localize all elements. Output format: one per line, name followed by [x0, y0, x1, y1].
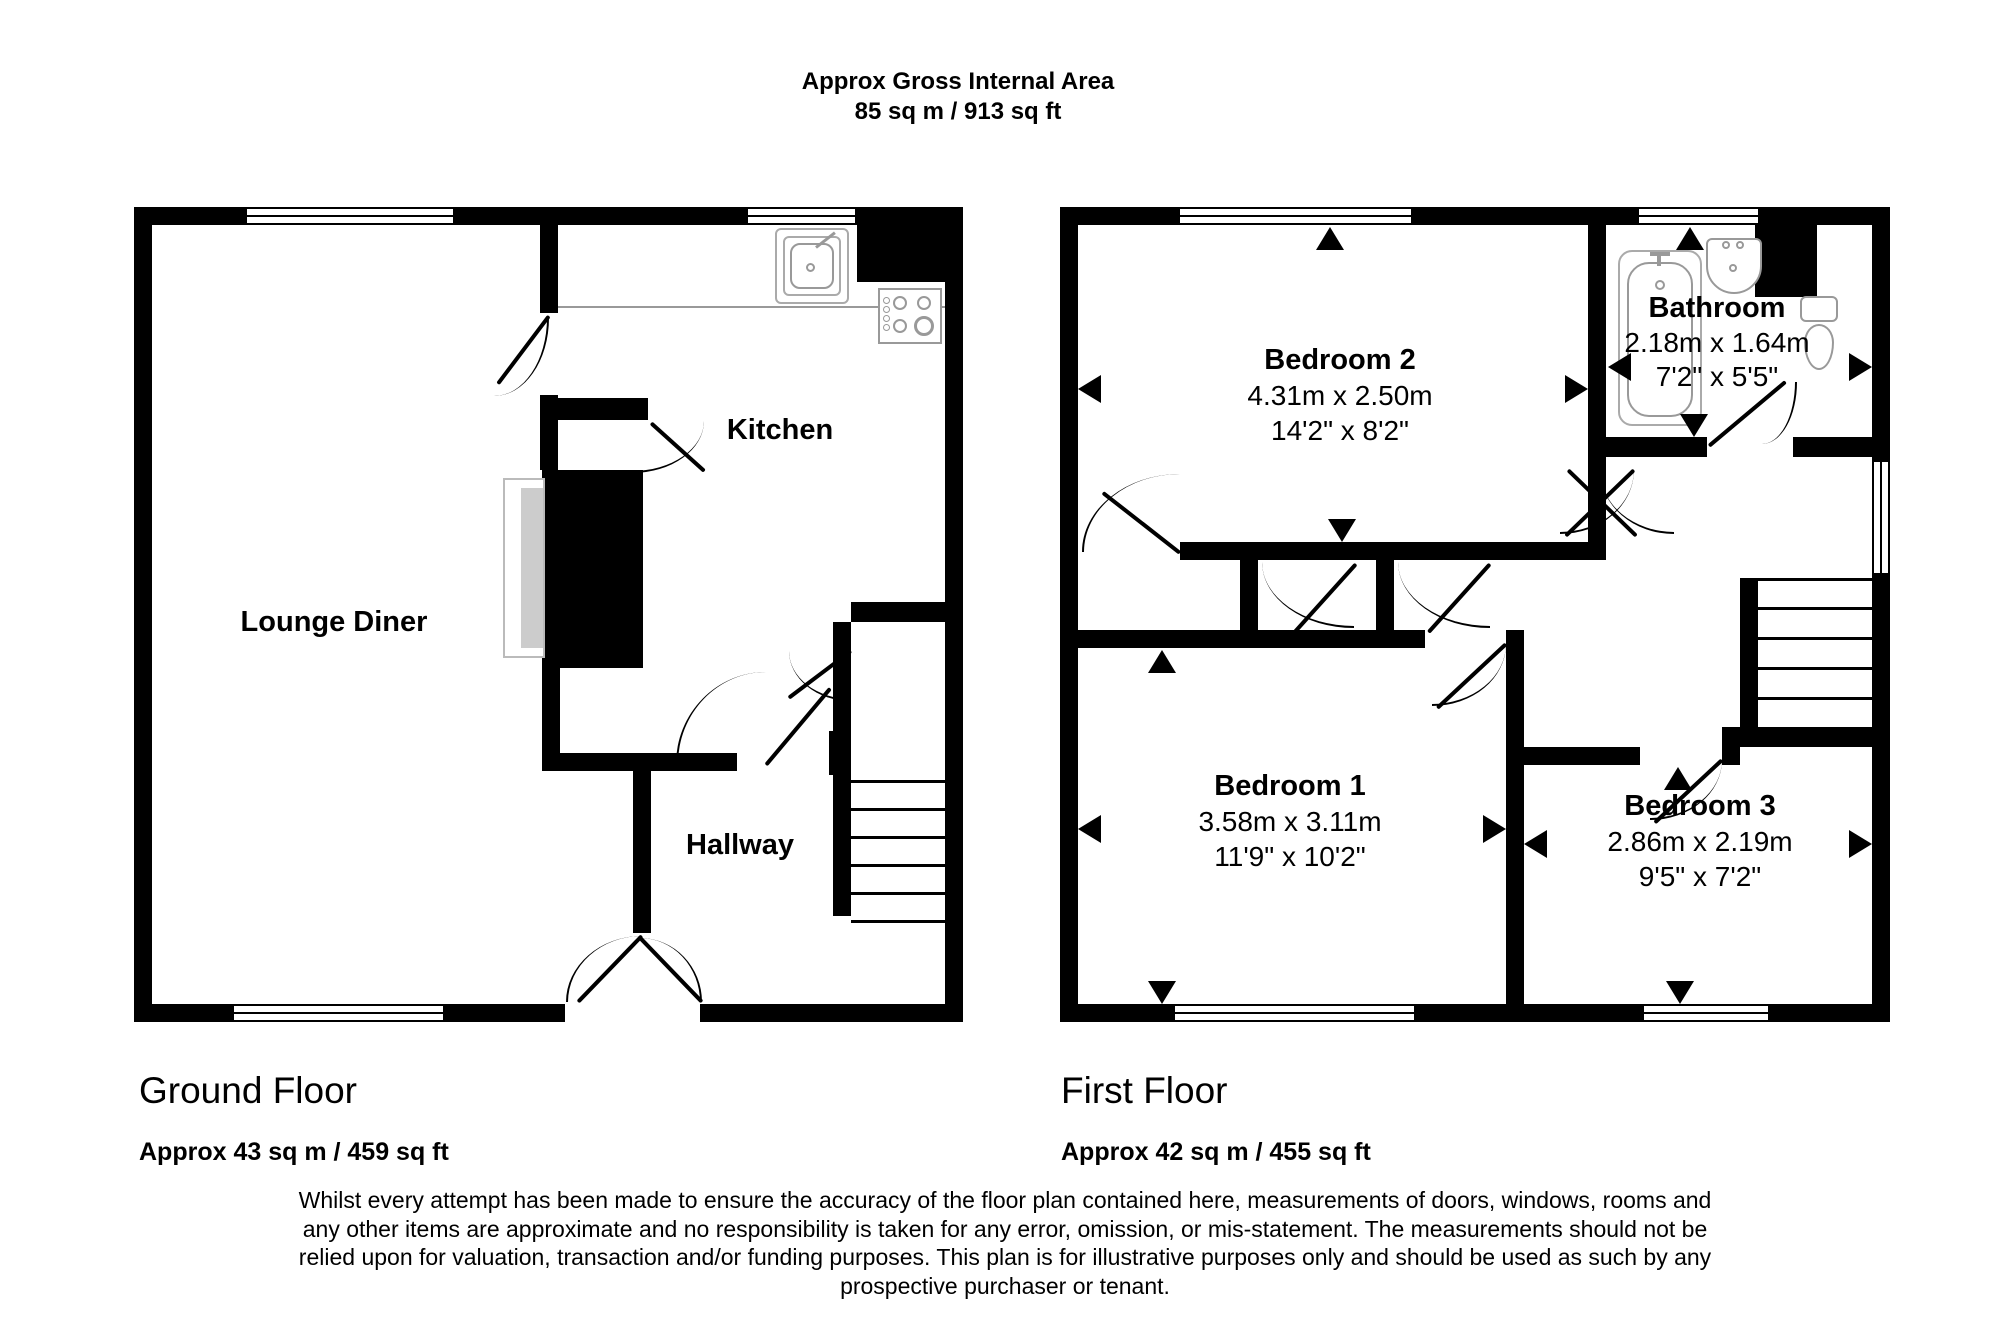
measure-arrow-up: [1664, 767, 1692, 790]
wall: [542, 668, 560, 753]
basin-tap-icon: [1736, 241, 1744, 249]
window-line: [234, 1012, 443, 1014]
first-floor-title: First Floor: [1061, 1070, 1228, 1111]
stair-tread: [1758, 607, 1872, 610]
room-label-bedroom2: Bedroom 2: [1264, 344, 1416, 376]
bathtub-tap-icon: [1657, 252, 1661, 266]
front-door-opening: [565, 1004, 700, 1022]
stairs-wall: [1740, 727, 1872, 747]
window-line: [1639, 215, 1758, 217]
hob-knob-icon: [883, 306, 890, 313]
window-line: [1180, 215, 1411, 217]
stair-tread: [851, 780, 945, 783]
hob-burner-icon: [893, 296, 907, 310]
measure-arrow-left: [1078, 375, 1101, 403]
room-dims-metric-bedroom2: 4.31m x 2.50m: [1247, 380, 1433, 411]
hob-burner-icon: [893, 319, 907, 333]
door-leaf: [764, 687, 831, 766]
stair-tread: [1758, 637, 1872, 640]
window-line: [1644, 1012, 1768, 1014]
window-line: [1175, 1012, 1414, 1014]
door-arc: [494, 318, 549, 396]
room-dims-imperial-bedroom2: 14'2" x 8'2": [1271, 415, 1409, 446]
measure-arrow-up: [1676, 227, 1704, 250]
door-arc: [789, 651, 851, 701]
measure-arrow-left: [1078, 815, 1101, 843]
room-label-kitchen: Kitchen: [726, 414, 834, 446]
measure-arrow-left: [1524, 830, 1547, 858]
wall: [1872, 207, 1890, 1022]
window-line: [247, 215, 453, 217]
window-line: [748, 215, 855, 217]
door-arc: [566, 936, 642, 1002]
chimney-block: [857, 225, 945, 282]
stairs-wall: [851, 602, 945, 622]
wall: [1506, 630, 1524, 1004]
measure-arrow-down: [1148, 981, 1176, 1004]
ground-floor-title: Ground Floor: [139, 1070, 357, 1111]
measure-arrow-down: [1666, 981, 1694, 1004]
measure-arrow-up: [1148, 650, 1176, 673]
room-dims-imperial-bedroom3: 9'5" x 7'2": [1638, 861, 1762, 892]
room-label-bedroom1: Bedroom 1: [1214, 770, 1366, 802]
wall: [1078, 630, 1425, 648]
door-arc: [640, 938, 702, 1002]
basin-tap-icon: [1722, 241, 1730, 249]
wall: [1722, 727, 1740, 765]
room-dims-imperial-bedroom1: 11'9" x 10'2": [1214, 841, 1366, 872]
wall: [1606, 437, 1707, 457]
bathtub-drain-icon: [1655, 280, 1665, 290]
first-floor-area: Approx 42 sq m / 455 sq ft: [1061, 1138, 1371, 1166]
disclaimer-text: Whilst every attempt has been made to ensure the accuracy of the floor plan contained here, measurements of doors, windows, rooms and any other items are approximate and no responsibility is taken for any error, omission, or mis-statement. The measurements should not be relied upon for valuation, transaction and/or funding purposes. This plan is for illustrative purposes only and should be used as such by any prospective purchaser or tenant.: [298, 1187, 1712, 1299]
wall: [1240, 560, 1258, 630]
wall: [1793, 437, 1872, 457]
room-dims-metric-bedroom3: 2.86m x 2.19m: [1607, 826, 1793, 857]
stair-tread: [851, 864, 945, 867]
stair-tread: [1758, 578, 1872, 581]
stair-tread: [1758, 697, 1872, 700]
wall: [540, 395, 558, 470]
measure-arrow-right: [1849, 830, 1872, 858]
ground-floor-area: Approx 43 sq m / 459 sq ft: [139, 1138, 449, 1166]
measure-arrow-right: [1849, 353, 1872, 381]
measure-arrow-up: [1316, 227, 1344, 250]
room-label-lounge-diner: Lounge Diner: [240, 606, 428, 638]
stair-tread: [1758, 667, 1872, 670]
hob-knob-icon: [883, 315, 890, 322]
room-dims-metric-bedroom1: 3.58m x 3.11m: [1198, 806, 1382, 837]
wall: [1524, 747, 1640, 765]
hob-knob-icon: [883, 297, 890, 304]
door-arc: [1432, 644, 1506, 706]
measure-arrow-down: [1328, 519, 1356, 542]
window-line: [1880, 462, 1882, 573]
fireplace-hearth-fill: [521, 488, 543, 648]
chimney-breast: [542, 470, 643, 668]
stair-tread: [851, 920, 945, 923]
hob-burner-icon: [917, 296, 931, 310]
page-title: Approx Gross Internal Area: [801, 68, 1115, 95]
wall: [134, 207, 152, 1022]
measure-arrow-right: [1565, 375, 1588, 403]
door-arc: [1600, 470, 1674, 534]
chimney-block: [1755, 225, 1817, 297]
stair-tread: [851, 892, 945, 895]
room-dims-metric-bathroom: 2.18m x 1.64m: [1624, 327, 1810, 358]
wall: [1180, 542, 1606, 560]
hob-burner-icon: [914, 316, 934, 336]
room-label-bathroom: Bathroom: [1648, 292, 1786, 324]
wall: [945, 207, 963, 1022]
hob-knob-icon: [883, 324, 890, 331]
door-arc: [1398, 562, 1490, 628]
stair-tread: [851, 836, 945, 839]
page-subtitle: 85 sq m / 913 sq ft: [854, 98, 1062, 125]
door-arc: [1082, 474, 1180, 552]
wall: [1376, 560, 1394, 630]
wall: [540, 225, 558, 313]
wall: [558, 398, 648, 420]
room-dims-imperial-bathroom: 7'2" x 5'5": [1655, 361, 1779, 392]
stair-tread: [851, 808, 945, 811]
room-label-bedroom3: Bedroom 3: [1624, 790, 1776, 822]
stairs-wall: [1740, 578, 1758, 727]
sink-drain-icon: [806, 263, 815, 272]
door-arc: [676, 672, 766, 764]
basin-drain-icon: [1729, 264, 1737, 272]
measure-arrow-down: [1680, 414, 1708, 437]
measure-arrow-right: [1483, 815, 1506, 843]
wall: [1060, 207, 1078, 1022]
door-arc: [1262, 562, 1354, 628]
room-label-hallway: Hallway: [686, 829, 794, 861]
